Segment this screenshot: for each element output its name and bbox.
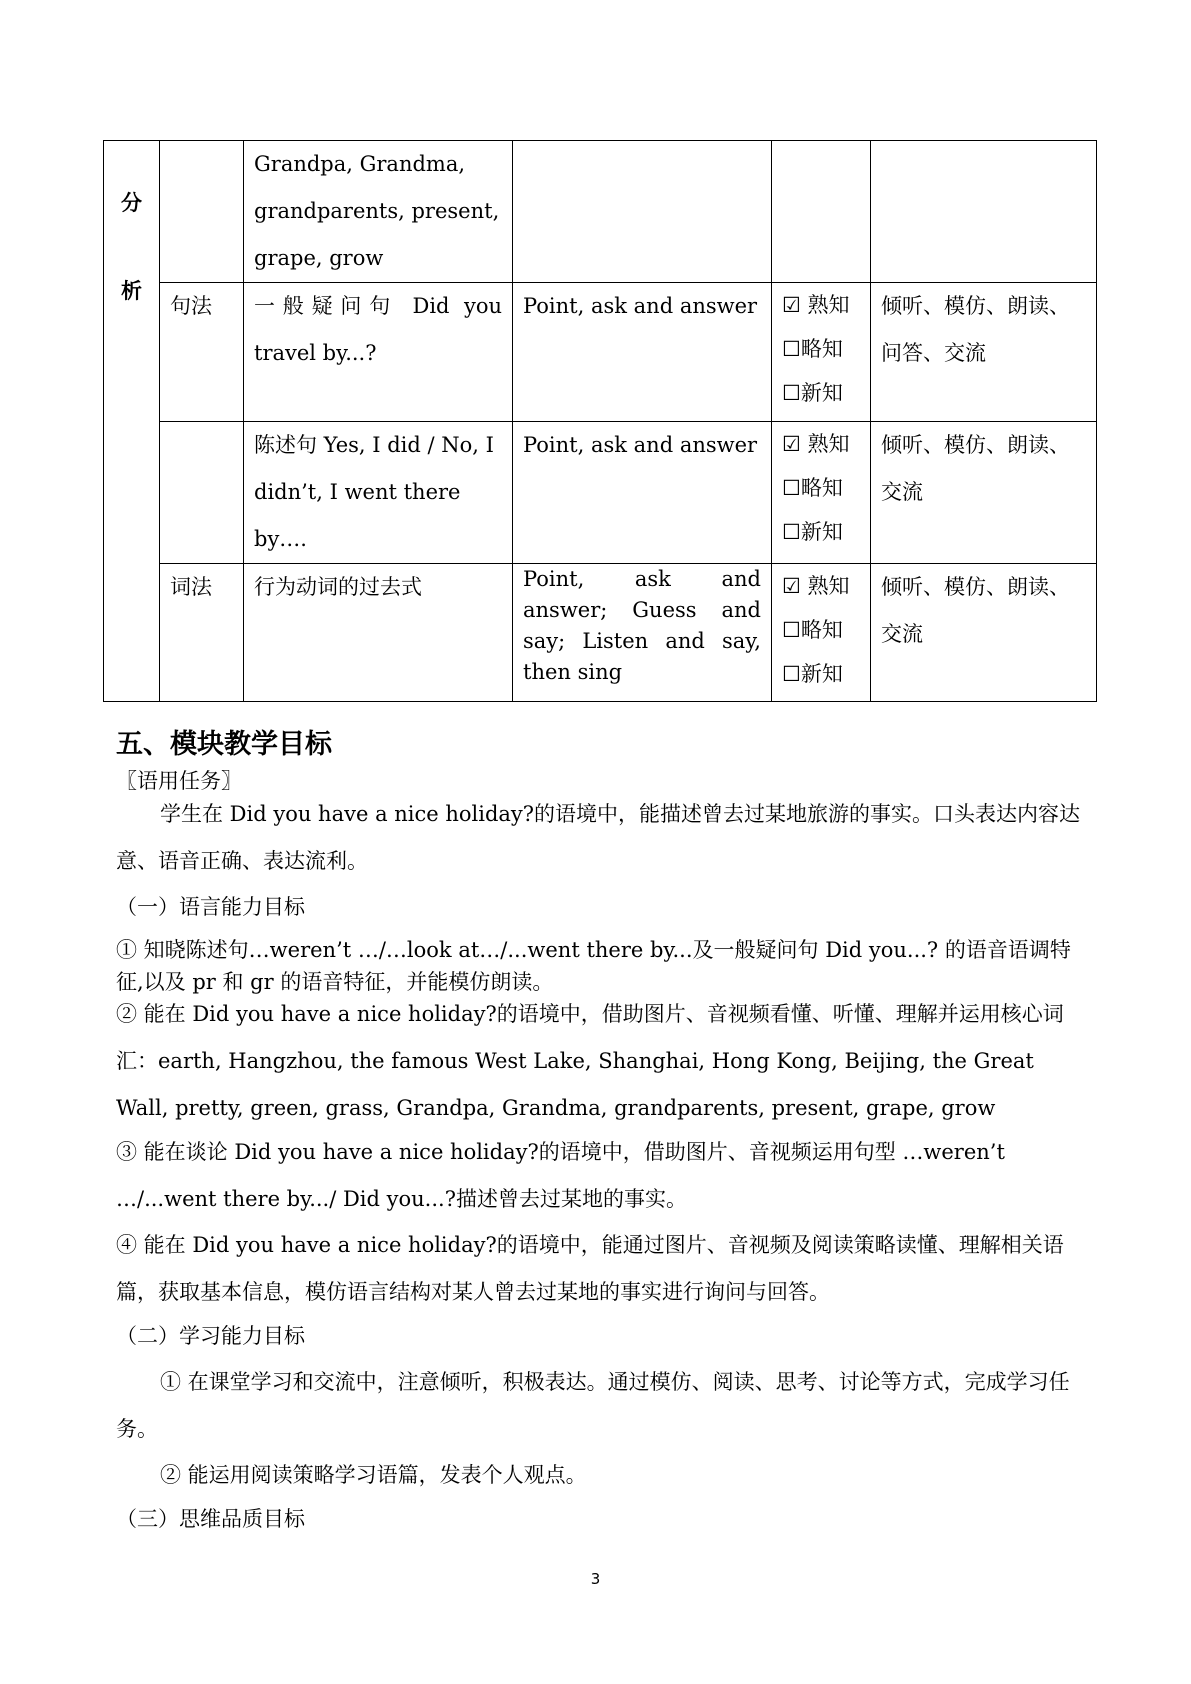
content-cell: 一般疑问句 Did you travel by...? [244,283,513,422]
level-new: ☐新知 [782,520,843,544]
level-familiar-checked: ☑ 熟知 [782,432,850,456]
level-cell [772,141,871,283]
type-cell [160,422,244,564]
level-cell [772,283,871,422]
task-text: 学生在 Did you have a nice holiday?的语境中，能描述曾去过某地旅游的事实。口头表达内容达意、语音正确、表达流利。 [116,802,1081,873]
level-new: ☐新知 [782,662,843,686]
think-heading: （三）思维品质目标 [116,1507,305,1531]
category-cell [104,141,160,702]
level-somewhat: ☐略知 [782,337,843,361]
type-cell [160,141,244,283]
method-cell: Point, ask and answer [513,283,772,422]
level-somewhat: ☐略知 [782,618,843,642]
lang-heading: （一）语言能力目标 [116,895,305,919]
lang-goal-2: ② 能在 Did you have a nice holiday?的语境中，借助图片、音视频看懂、听懂、理解并运用核心词汇：earth, Hangzhou, the famous West Lake, Shanghai, Hong Kong, Beijing, the Great Wall, pretty, green, grass, Grandpa, Grandma, grandparents, present, grape, grow [116,1002,1064,1120]
section-title: 五、模块教学目标 [116,729,332,760]
content-cell: 陈述句 Yes, I did / No, I didn’t, I went there by…. [244,422,513,564]
level-cell [772,564,871,702]
method-cell: Point, ask and answer [513,422,772,564]
level-new: ☐新知 [782,381,843,405]
lang-goal-3: ③ 能在谈论 Did you have a nice holiday?的语境中，借助图片、音视频运用句型 …weren’t …/...went there by.../ Did you...?描述曾去过某地的事实。 [116,1140,1005,1211]
learn-goal-2: ② 能运用阅读策略学习语篇，发表个人观点。 [160,1463,587,1487]
method-cell: Point, ask and answer; Guess and say; Listen and say, then sing [513,564,772,702]
activity-cell: 倾听、模仿、朗读、问答、交流 [871,283,1097,422]
lang-goal-4: ④ 能在 Did you have a nice holiday?的语境中，能通过图片、音视频及阅读策略读懂、理解相关语篇，获取基本信息，模仿语言结构对某人曾去过某地的事实进行询问与回答。 [116,1233,1064,1304]
level-familiar-checked: ☑ 熟知 [782,293,850,317]
task-label: 〖语用任务〗 [116,769,242,793]
type-cell: 句法 [160,283,244,422]
content-cell: 行为动词的过去式 [244,564,513,702]
level-cell [772,422,871,564]
activity-cell: 倾听、模仿、朗读、交流 [871,422,1097,564]
analysis-table [103,140,1097,702]
content-cell: Grandpa, Grandma, grandparents, present, grape, grow [244,141,513,283]
learn-heading: （二）学习能力目标 [116,1324,305,1348]
activity-cell [871,141,1097,283]
method-cell [513,141,772,283]
lang-goal-1: ① 知晓陈述句…weren’t …/…look at…/...went there by...及一般疑问句 Did you...? 的语音语调特征,以及 pr 和 gr 的语音特征，并能模仿朗读。 [116,938,1071,994]
activity-cell: 倾听、模仿、朗读、交流 [871,564,1097,702]
category-char: 分 [121,190,142,215]
page-number: 3 [590,1570,601,1588]
type-cell: 词法 [160,564,244,702]
category-char: 析 [121,278,142,303]
level-somewhat: ☐略知 [782,476,843,500]
learn-goal-1: ① 在课堂学习和交流中，注意倾听，积极表达。通过模仿、阅读、思考、讨论等方式，完成学习任务。 [116,1370,1070,1441]
level-familiar-checked: ☑ 熟知 [782,574,850,598]
